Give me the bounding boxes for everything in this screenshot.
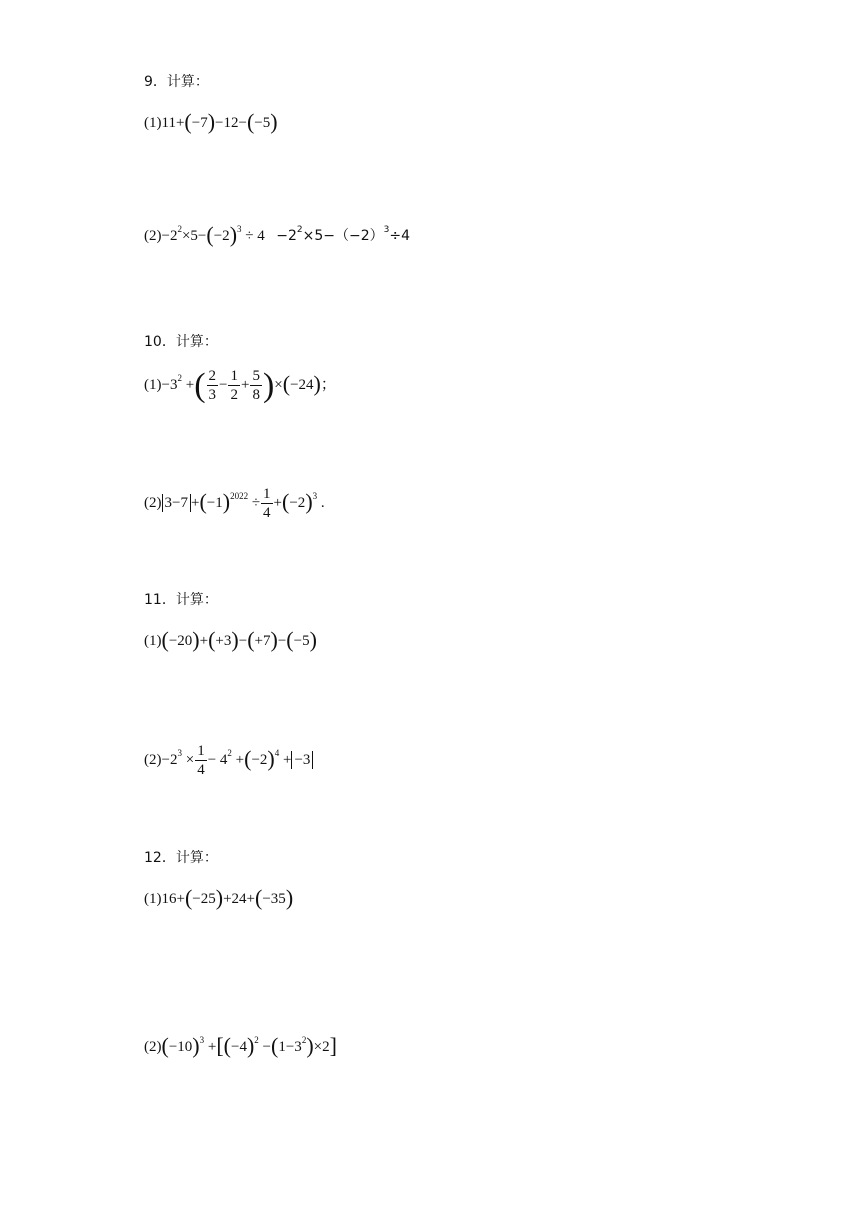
problem-11-part-1 bbox=[144, 627, 317, 652]
part-label: (1) bbox=[144, 115, 162, 131]
math-expression: 11+(−7)−12−(−5) bbox=[161, 109, 278, 134]
alt-text-expression: $-2^2\times 5-(-2)^3\div 4$ bbox=[276, 225, 411, 244]
part-label: (2) bbox=[144, 228, 162, 244]
math-expression: 16+(−25)+24+(−35) bbox=[161, 885, 294, 910]
problem-9-heading: 9．计算： bbox=[144, 74, 209, 90]
part-label: (2) bbox=[144, 494, 162, 511]
part-label: (1) bbox=[144, 891, 162, 907]
part-label: (1) bbox=[144, 376, 162, 393]
part-label: (2) bbox=[144, 751, 162, 768]
part-label: (2) bbox=[144, 1039, 162, 1055]
problem-10-part-2 bbox=[144, 486, 325, 521]
problem-11-heading: 11．计算： bbox=[144, 592, 218, 608]
problem-12-part-1 bbox=[144, 885, 294, 910]
problem-9-part-2 bbox=[144, 222, 411, 247]
math-expression: $3-7 +(-1)^{2022}$ ÷ $\frac{1}{4}$ $+(-2)^3$ . bbox=[162, 495, 325, 511]
problem-12-part-2 bbox=[144, 1033, 337, 1058]
math-expression: $(-10)^3 +[(-4)^2 -(1-3^2)\times 2]$ bbox=[161, 1033, 337, 1058]
problem-12-heading: 12．计算： bbox=[144, 850, 218, 866]
problem-11-part-2 bbox=[144, 743, 313, 778]
math-expression: (−20)+(+3)−(+7)−(−5) bbox=[161, 627, 317, 652]
math-expression: $-2^3$ × $\frac{1}{4}$ − $4^2 +(-2)^4 + -3$ bbox=[162, 752, 314, 768]
math-expression: $-3^2$ +( $\frac{2}{3}$ − $\frac{1}{2}$ + $\frac{5}{8}$ )×(−24)； bbox=[161, 366, 336, 404]
part-label: (1) bbox=[144, 633, 162, 649]
problem-10-part-1 bbox=[144, 368, 336, 403]
problem-9-part-1 bbox=[144, 109, 278, 134]
math-expression: $-2^2\times 5-(-2)^3 \div 4$ bbox=[161, 222, 265, 247]
problem-10-heading: 10．计算： bbox=[144, 334, 218, 350]
